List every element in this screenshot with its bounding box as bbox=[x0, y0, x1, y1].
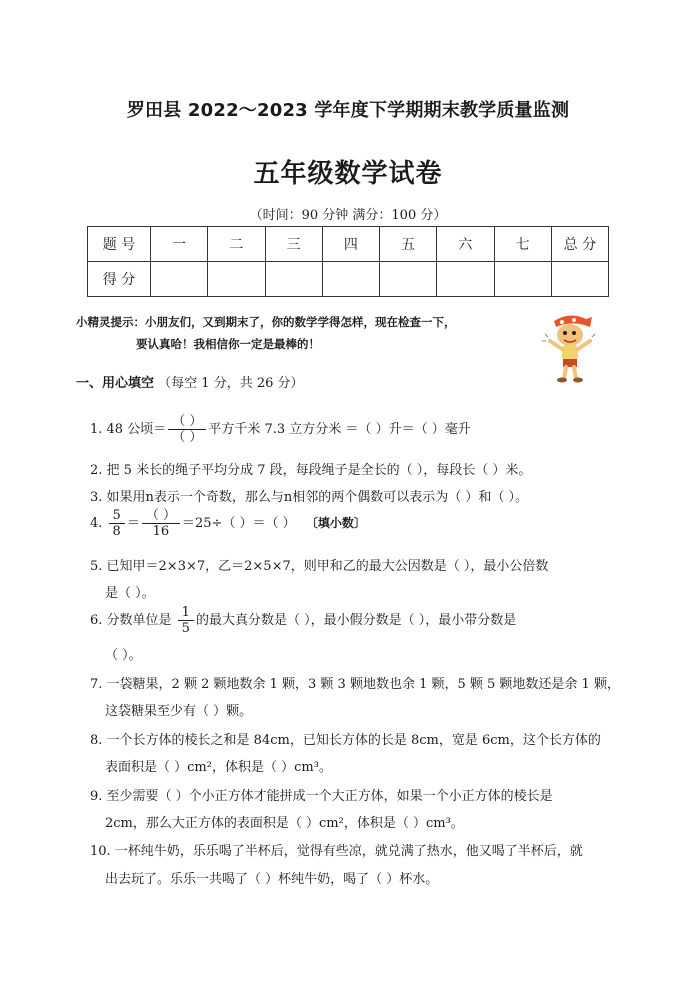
question-1-blank-denominator[interactable]: （ ） bbox=[172, 430, 203, 445]
section-1-heading bbox=[76, 372, 304, 391]
score-input-5[interactable] bbox=[380, 262, 437, 297]
question-9-line-2: 2cm，那么大正方体的表面积是（ ）cm²，体积是（ ）cm³。 bbox=[105, 816, 464, 831]
score-cell-4: 四 bbox=[322, 227, 379, 262]
score-input-6[interactable] bbox=[437, 262, 494, 297]
score-cell-7: 七 bbox=[494, 227, 551, 262]
tip-line-1: 小精灵提示：小朋友们，又到期末了，你的数学学得怎样，现在检查一下， bbox=[76, 315, 456, 329]
question-4-given-numerator: 5 bbox=[109, 508, 125, 524]
score-input-1[interactable] bbox=[151, 262, 208, 297]
score-cell-2: 二 bbox=[208, 227, 265, 262]
question-10-line-2: 出去玩了。乐乐一共喝了（ ）杯纯牛奶，喝了（ ）杯水。 bbox=[105, 872, 439, 887]
question-3: 3. 如果用n表示一个奇数，那么与n相邻的两个偶数可以表示为（ ）和（ ）。 bbox=[90, 490, 529, 505]
question-4-denominator-16: 16 bbox=[152, 524, 170, 539]
question-5-line-1: 5. 已知甲＝2×3×7，乙＝2×5×7，则甲和乙的最大公因数是（ ），最小公倍数 bbox=[90, 559, 549, 574]
question-4-given-denominator: 8 bbox=[112, 524, 121, 539]
question-1-fraction bbox=[168, 414, 206, 445]
question-1-prefix: 1. 48 公顷＝ bbox=[90, 422, 167, 437]
score-input-2[interactable] bbox=[208, 262, 265, 297]
question-6-line-1 bbox=[90, 605, 516, 636]
exam-header: 罗田县 2022～2023 学年度下学期期末教学质量监测 bbox=[126, 100, 570, 121]
question-4-suffix: ＝25÷（ ）＝（ ） bbox=[181, 516, 296, 531]
question-1 bbox=[90, 414, 471, 445]
question-5-line-2: 是（ ）。 bbox=[105, 586, 155, 601]
question-4 bbox=[90, 508, 366, 539]
tip-box bbox=[76, 311, 456, 355]
score-cell-label: 题 号 bbox=[88, 227, 151, 262]
pirate-mascot-icon bbox=[540, 311, 600, 383]
score-input-4[interactable] bbox=[322, 262, 379, 297]
section-1-title: 一、用心填空 bbox=[76, 376, 155, 391]
question-6-numerator: 1 bbox=[178, 605, 194, 621]
question-8-line-2: 表面积是（ ）cm²，体积是（ ）cm³。 bbox=[105, 760, 332, 775]
question-6-denominator: 5 bbox=[181, 621, 190, 636]
exam-title: 五年级数学试卷 bbox=[253, 159, 443, 189]
score-input-7[interactable] bbox=[494, 262, 551, 297]
score-cell-3: 三 bbox=[265, 227, 322, 262]
section-1-note: （每空 1 分，共 26 分） bbox=[158, 376, 304, 391]
question-1-suffix: 平方千米 7.3 立方分米 ＝（ ）升＝（ ）毫升 bbox=[208, 422, 471, 437]
score-table-score-row bbox=[88, 262, 609, 297]
question-6-suffix: 的最大真分数是（ ），最小假分数是（ ），最小带分数是 bbox=[195, 613, 517, 628]
score-table-header-row bbox=[88, 227, 609, 262]
question-6-fraction bbox=[178, 605, 194, 636]
score-cell-5: 五 bbox=[380, 227, 437, 262]
score-table bbox=[87, 226, 609, 297]
score-input-3[interactable] bbox=[265, 262, 322, 297]
score-cell-total: 总 分 bbox=[551, 227, 608, 262]
question-1-blank-numerator[interactable]: （ ） bbox=[168, 414, 206, 430]
exam-time-score-info: （时间：90 分钟 满分：100 分） bbox=[249, 208, 447, 223]
question-4-fraction-given bbox=[109, 508, 125, 539]
question-4-equals: ＝ bbox=[126, 516, 140, 531]
question-6-line-2: （ ）。 bbox=[105, 648, 142, 663]
score-input-total[interactable] bbox=[551, 262, 608, 297]
question-4-fraction-blank bbox=[142, 508, 180, 539]
question-4-blank-numerator[interactable]: （ ） bbox=[142, 508, 180, 524]
question-10-line-1: 10. 一杯纯牛奶，乐乐喝了半杯后，觉得有些凉，就兑满了热水，他又喝了半杯后，就 bbox=[90, 844, 583, 859]
question-4-prefix: 4. bbox=[90, 516, 107, 531]
question-8-line-1: 8. 一个长方体的棱长之和是 84cm，已知长方体的长是 8cm，宽是 6cm，这个长方体的 bbox=[90, 733, 601, 748]
score-cell-1: 一 bbox=[151, 227, 208, 262]
question-9-line-1: 9. 至少需要（ ）个小正方体才能拼成一个大正方体，如果一个小正方体的棱长是 bbox=[90, 789, 553, 804]
score-row-label: 得 分 bbox=[88, 262, 151, 297]
question-6-prefix: 6. 分数单位是 bbox=[90, 613, 176, 628]
question-4-note: 〔填小数〕 bbox=[305, 516, 366, 530]
tip-line-2: 要认真哈！我相信你一定是最棒的！ bbox=[136, 337, 320, 351]
score-cell-6: 六 bbox=[437, 227, 494, 262]
question-7-line-1: 7. 一袋糖果，2 颗 2 颗地数余 1 颗，3 颗 3 颗地数也余 1 颗，5 颗 5 颗地数还是余 1 颗， bbox=[90, 677, 620, 692]
question-7-line-2: 这袋糖果至少有（ ）颗。 bbox=[105, 704, 253, 719]
question-2: 2. 把 5 米长的绳子平均分成 7 段，每段绳子是全长的（ ），每段长（ ）米。 bbox=[90, 463, 532, 478]
